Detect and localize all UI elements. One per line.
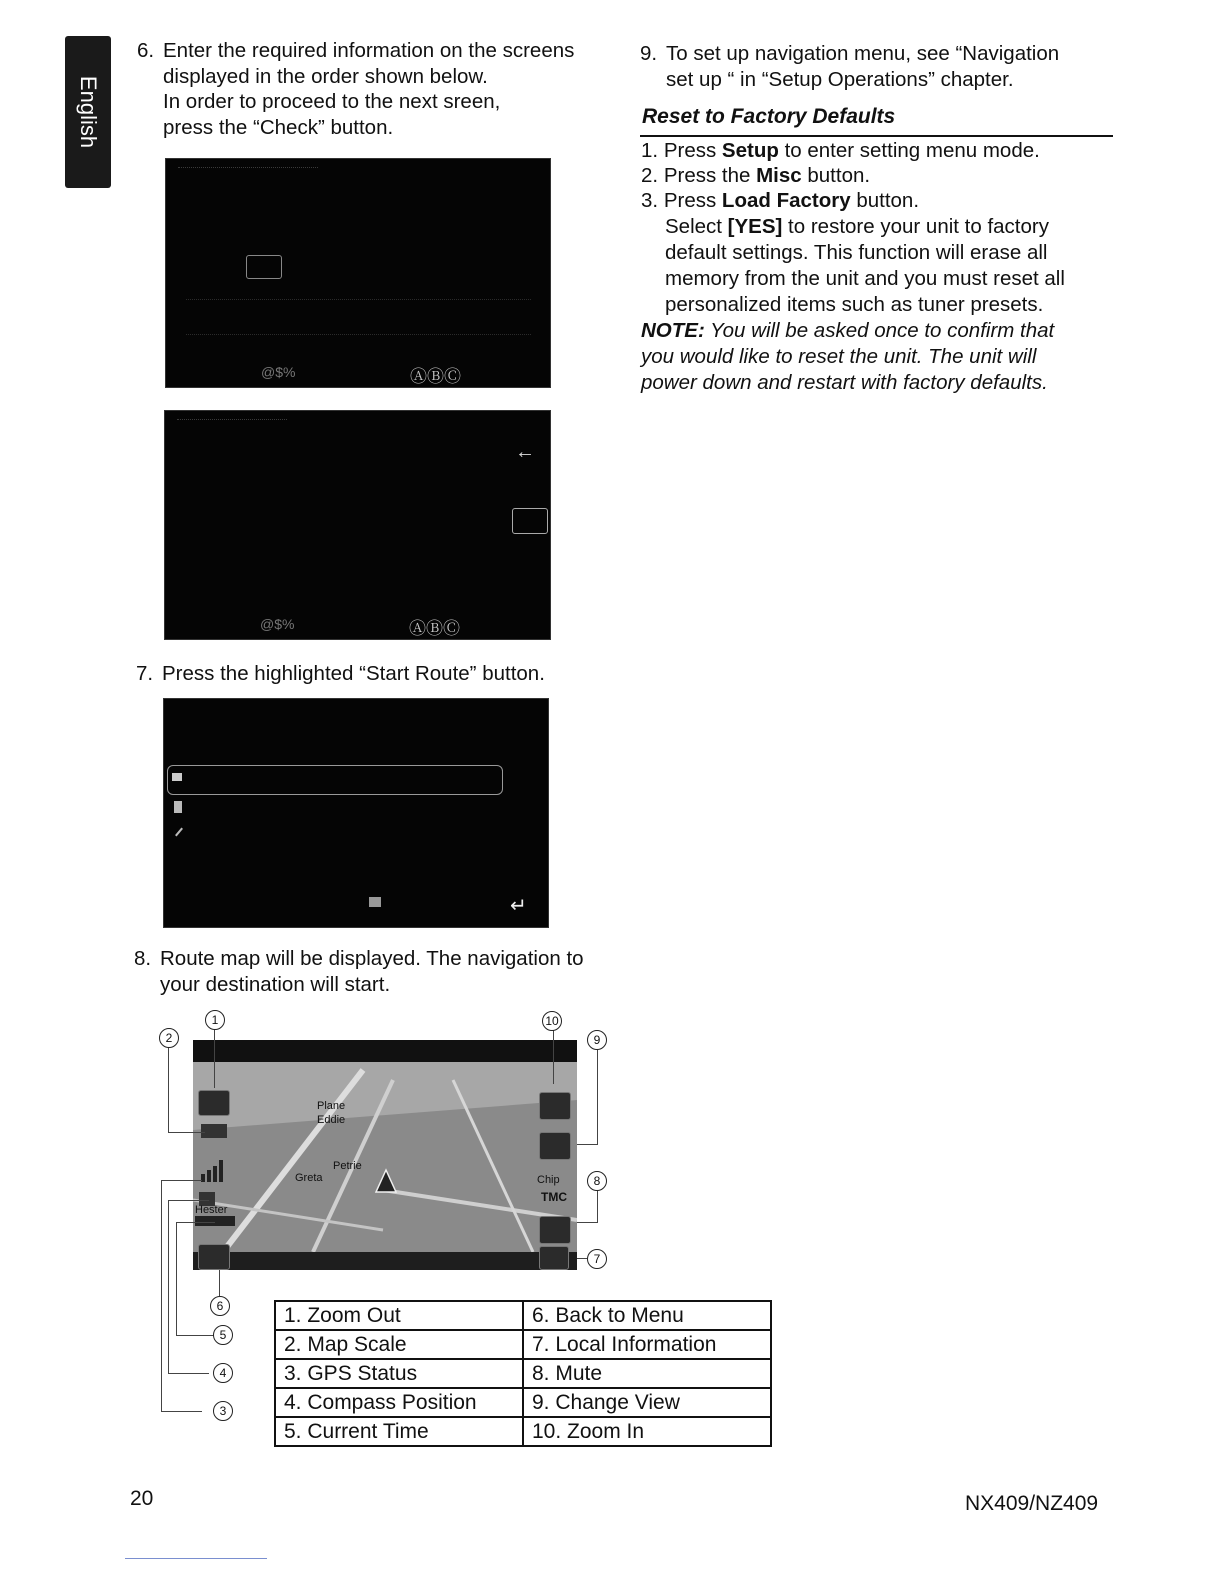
callout-leader-2: [168, 1046, 205, 1133]
callout-5: 5: [213, 1325, 233, 1345]
step-9-line: To set up navigation menu, see “Navigation: [666, 42, 1060, 65]
back-arrow-icon[interactable]: ←: [515, 441, 535, 463]
step-8-text: [134, 946, 624, 997]
map-place-label: Plane: [317, 1100, 346, 1112]
legend-cell: 8. Mute: [523, 1359, 771, 1388]
step-6-line: In order to proceed to the next sreen,: [163, 90, 501, 113]
step-6: [137, 38, 617, 140]
screenshot-entry-screen-1: [165, 158, 551, 388]
step-9: [640, 41, 1110, 92]
callout-6: 6: [210, 1296, 230, 1316]
step-8-line: your destination will start.: [160, 972, 391, 996]
yes-keyword: [YES]: [727, 215, 783, 238]
step-6-text: [137, 38, 617, 140]
change-view-button[interactable]: [539, 1132, 571, 1160]
step-6-line: press the “Check” button.: [163, 115, 394, 139]
abc-key[interactable]: ⒶⒷⒸ: [410, 367, 461, 386]
route-map-screenshot: [193, 1040, 577, 1270]
legend-row: [275, 1388, 771, 1417]
reset-step-2-number: 2.: [641, 164, 659, 187]
legend-cell: 9. Change View: [523, 1388, 771, 1417]
screenshot-entry-screen-2: [164, 410, 551, 640]
legend-cell: 1. Zoom Out: [275, 1301, 523, 1330]
legend-cell: 10. Zoom In: [523, 1417, 771, 1446]
callout-leader-6: [219, 1270, 220, 1296]
callout-leader-1: [214, 1028, 215, 1088]
screen-title-bar: [178, 167, 318, 178]
misc-keyword: Misc: [756, 164, 802, 187]
page-number: 20: [130, 1487, 154, 1510]
callout-leader-9: [577, 1048, 598, 1145]
step-9-text: [640, 41, 1110, 92]
reset-step-2-text: button.: [801, 164, 871, 187]
reset-step-3-detail: [665, 214, 1115, 318]
callout-leader-10: [553, 1030, 554, 1084]
legend-cell: 3. GPS Status: [275, 1359, 523, 1388]
legend-row: [275, 1330, 771, 1359]
step-7-text: Press the highlighted “Start Route” button.: [162, 662, 545, 685]
step-8-number: 8.: [134, 947, 152, 970]
note-text: You will be asked once to confirm that: [704, 319, 1055, 342]
legend-row: [275, 1301, 771, 1330]
step-9-number: 9.: [640, 42, 658, 65]
map-status-bar: [193, 1252, 577, 1270]
reset-step-1-text: to enter setting menu mode.: [778, 139, 1040, 162]
bottom-rule: [125, 1558, 267, 1559]
step-6-number: 6.: [137, 39, 155, 62]
step-6-line: Enter the required information on the screens: [163, 39, 575, 62]
detail-text: Select: [665, 215, 728, 238]
legend-cell: 5. Current Time: [275, 1417, 523, 1446]
step-7-number: 7.: [136, 662, 154, 685]
callout-9: 9: [587, 1030, 607, 1050]
start-route-button[interactable]: [167, 765, 503, 795]
detail-line: default settings. This function will erase all: [665, 241, 1048, 264]
detail-line: memory from the unit and you must reset all: [665, 267, 1065, 290]
map-place-label: Chip: [537, 1174, 560, 1186]
note: [641, 318, 1111, 396]
local-information-button[interactable]: [539, 1246, 569, 1270]
legend-cell: 7. Local Information: [523, 1330, 771, 1359]
tmc-label: TMC: [541, 1190, 567, 1204]
callout-leader-7: [577, 1258, 587, 1259]
detail-text: to restore your unit to factory: [782, 215, 1049, 238]
callout-8: 8: [587, 1171, 607, 1191]
screen-title-bar: [177, 419, 287, 430]
reset-step-3-number: 3.: [641, 189, 659, 212]
reset-step-3: [641, 188, 1111, 214]
legend-cell: 2. Map Scale: [275, 1330, 523, 1359]
legend-row: [275, 1359, 771, 1388]
step-7: [136, 661, 616, 687]
model-number: NX409/NZ409: [965, 1492, 1099, 1515]
section-heading: Reset to Factory Defaults: [642, 105, 896, 128]
reset-step-2: [641, 163, 1111, 189]
map-place-label: Greta: [295, 1172, 323, 1184]
callout-leader-5: [176, 1222, 215, 1336]
step-8: [134, 946, 624, 997]
note-line: you would like to reset the unit. The unit will: [641, 345, 1037, 368]
load-factory-keyword: Load Factory: [721, 189, 851, 212]
zoom-in-button[interactable]: [539, 1092, 571, 1120]
keyboard-row: [186, 299, 531, 300]
step-6-line: displayed in the order shown below.: [163, 64, 488, 88]
setup-keyword: Setup: [721, 139, 779, 162]
legend-cell: 6. Back to Menu: [523, 1301, 771, 1330]
callout-7: 7: [587, 1249, 607, 1269]
note-line: power down and restart with factory defaults.: [641, 371, 1048, 394]
callout-3: 3: [213, 1401, 233, 1421]
tool-icon: [175, 828, 183, 837]
mute-button[interactable]: [539, 1216, 571, 1244]
abc-key[interactable]: ⒶⒷⒸ: [409, 619, 460, 638]
map-place-label: Petrie: [333, 1160, 362, 1172]
callout-1: 1: [205, 1010, 225, 1030]
callout-leader-8: [577, 1190, 598, 1223]
callout-10: 10: [542, 1011, 562, 1031]
symbols-key[interactable]: @$%: [260, 616, 295, 632]
car-icon: [172, 773, 182, 781]
step-8-line: Route map will be displayed. The navigation to: [160, 947, 584, 970]
gps-status-icon: [201, 1160, 223, 1182]
detail-line: personalized items such as tuner presets.: [665, 293, 1044, 316]
note-label: NOTE:: [641, 319, 705, 342]
keyboard-row: [186, 334, 531, 335]
reset-step-1: [641, 138, 1111, 164]
fuel-icon: [174, 801, 182, 813]
map-graphic: [193, 1040, 577, 1270]
menu-icon[interactable]: [369, 897, 381, 907]
legend-row: [275, 1417, 771, 1446]
return-arrow-icon[interactable]: ↵: [510, 895, 527, 917]
language-tab: [65, 36, 111, 188]
reset-step-3-text: button.: [850, 189, 920, 212]
reset-step-1-number: 1.: [641, 139, 659, 162]
callout-legend-table: [274, 1300, 772, 1447]
screenshot-route-screen: [163, 698, 549, 928]
legend-cell: 4. Compass Position: [275, 1388, 523, 1417]
symbols-key[interactable]: @$%: [261, 364, 296, 380]
map-place-label: Hester: [195, 1204, 228, 1216]
heading-rule: [640, 135, 1113, 137]
map-place-label: Eddie: [317, 1114, 346, 1126]
reset-step-2-text: Press the: [663, 164, 757, 187]
callout-4: 4: [213, 1363, 233, 1383]
step-9-line: set up “ in “Setup Operations” chapter.: [666, 67, 1014, 91]
language-tab-label: English: [76, 75, 101, 149]
check-button[interactable]: [246, 255, 282, 279]
reset-step-1-text: Press: [663, 139, 722, 162]
check-button[interactable]: [512, 508, 548, 534]
callout-2: 2: [159, 1028, 179, 1048]
reset-step-3-text: Press: [663, 189, 722, 212]
